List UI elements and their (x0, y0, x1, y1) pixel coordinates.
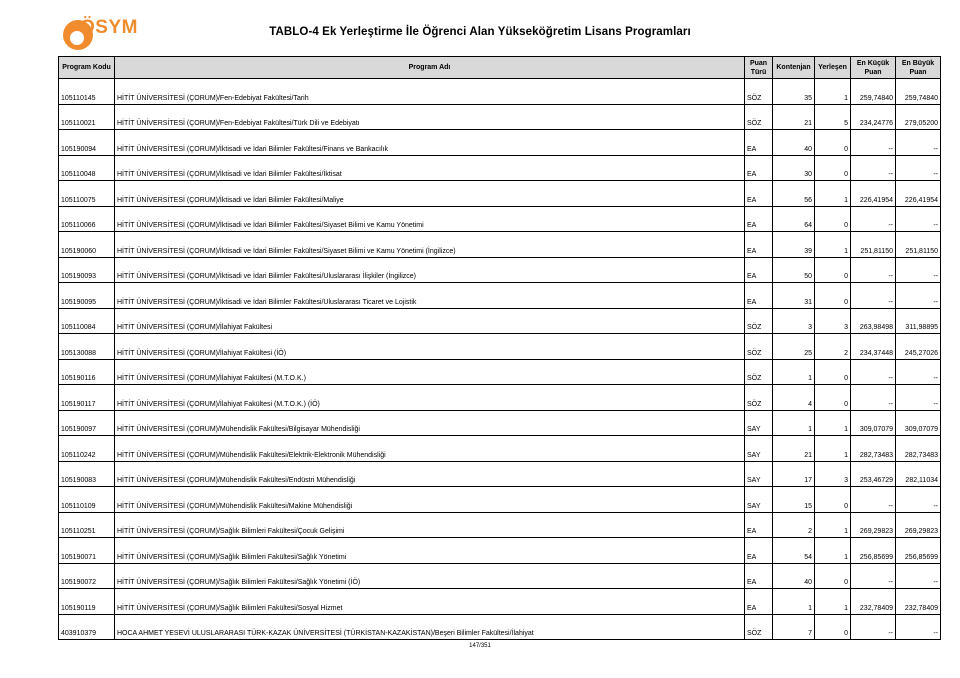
program-name-cell: HİTİT ÜNİVERSİTESİ (ÇORUM)/İktisadi ve İdari Bilimler Fakültesi/Finans ve Bankacılık (115, 130, 745, 156)
placed-cell: 1 (815, 589, 851, 615)
header-max-score: En Büyük Puan (896, 57, 941, 79)
program-code-cell: 105110242 (59, 436, 115, 462)
program-name-cell: HİTİT ÜNİVERSİTESİ (ÇORUM)/Sağlık Bilimleri Fakültesi/Çocuk Gelişimi (115, 512, 745, 538)
program-name-cell: HOCA AHMET YESEVİ ULUSLARARASI TÜRK-KAZAK ÜNİVERSİTESİ (TÜRKİSTAN-KAZAKİSTAN)/Beşeri Bilimler Fakültesi/İlahiyat (115, 614, 745, 640)
max-score-cell: -- (896, 487, 941, 513)
program-code-cell: 105190119 (59, 589, 115, 615)
min-score-cell: -- (851, 206, 896, 232)
max-score-cell: 269,29823 (896, 512, 941, 538)
max-score-cell: 259,74840 (896, 79, 941, 105)
placed-cell: 5 (815, 104, 851, 130)
program-name-cell: HİTİT ÜNİVERSİTESİ (ÇORUM)/Fen-Edebiyat Fakültesi/Tarih (115, 79, 745, 105)
quota-cell: 54 (773, 538, 815, 564)
placed-cell: 0 (815, 359, 851, 385)
score-type-cell: EA (745, 538, 773, 564)
quota-cell: 31 (773, 283, 815, 309)
quota-cell: 56 (773, 181, 815, 207)
page-title: TABLO-4 Ek Yerleştirme İle Öğrenci Alan Yükseköğretim Lisans Programları (269, 26, 691, 38)
quota-cell: 64 (773, 206, 815, 232)
max-score-cell: 282,11034 (896, 461, 941, 487)
program-name-cell: HİTİT ÜNİVERSİTESİ (ÇORUM)/Mühendislik Fakültesi/Bilgisayar Mühendisliği (115, 410, 745, 436)
quota-cell: 39 (773, 232, 815, 258)
score-type-cell: SAY (745, 410, 773, 436)
quota-cell: 1 (773, 589, 815, 615)
program-code-cell: 105190083 (59, 461, 115, 487)
table-row (59, 232, 941, 258)
table-header-row (59, 57, 941, 79)
program-name-cell: HİTİT ÜNİVERSİTESİ (ÇORUM)/İlahiyat Fakültesi (İÖ) (115, 334, 745, 360)
header-program-code: Program Kodu (59, 57, 115, 79)
score-type-cell: EA (745, 181, 773, 207)
program-code-cell: 105110251 (59, 512, 115, 538)
program-code-cell: 105190095 (59, 283, 115, 309)
table-row (59, 283, 941, 309)
score-type-cell: EA (745, 283, 773, 309)
placed-cell: 0 (815, 614, 851, 640)
quota-cell: 21 (773, 436, 815, 462)
max-score-cell: -- (896, 385, 941, 411)
table-row (59, 538, 941, 564)
min-score-cell: 234,37448 (851, 334, 896, 360)
program-name-cell: HİTİT ÜNİVERSİTESİ (ÇORUM)/Fen-Edebiyat Fakültesi/Türk Dili ve Edebiyatı (115, 104, 745, 130)
min-score-cell: 232,78409 (851, 589, 896, 615)
program-code-cell: 105110066 (59, 206, 115, 232)
max-score-cell: 232,78409 (896, 589, 941, 615)
min-score-cell: -- (851, 155, 896, 181)
placed-cell: 0 (815, 563, 851, 589)
program-name-cell: HİTİT ÜNİVERSİTESİ (ÇORUM)/İktisadi ve İdari Bilimler Fakültesi/İktisat (115, 155, 745, 181)
table-row (59, 79, 941, 105)
program-name-cell: HİTİT ÜNİVERSİTESİ (ÇORUM)/İlahiyat Fakültesi (115, 308, 745, 334)
placed-cell: 0 (815, 283, 851, 309)
max-score-cell: 226,41954 (896, 181, 941, 207)
quota-cell: 17 (773, 461, 815, 487)
max-score-cell: -- (896, 563, 941, 589)
table-row (59, 487, 941, 513)
score-type-cell: EA (745, 589, 773, 615)
table-row (59, 614, 941, 640)
program-code-cell: 105190117 (59, 385, 115, 411)
program-code-cell: 105190093 (59, 257, 115, 283)
min-score-cell: 269,29823 (851, 512, 896, 538)
score-type-cell: SAY (745, 461, 773, 487)
placed-cell: 0 (815, 155, 851, 181)
max-score-cell: -- (896, 359, 941, 385)
score-type-cell: SÖZ (745, 385, 773, 411)
program-name-cell: HİTİT ÜNİVERSİTESİ (ÇORUM)/Sağlık Bilimleri Fakültesi/Sağlık Yönetimi (İÖ) (115, 563, 745, 589)
placed-cell: 3 (815, 308, 851, 334)
max-score-cell: 256,85699 (896, 538, 941, 564)
program-name-cell: HİTİT ÜNİVERSİTESİ (ÇORUM)/İktisadi ve İdari Bilimler Fakültesi/Siyaset Bilimi ve Kamu Yönetimi (115, 206, 745, 232)
page-number: 147/351 (469, 643, 491, 649)
min-score-cell: 256,85699 (851, 538, 896, 564)
quota-cell: 25 (773, 334, 815, 360)
max-score-cell: -- (896, 155, 941, 181)
placed-cell: 1 (815, 538, 851, 564)
program-code-cell: 105190097 (59, 410, 115, 436)
placed-cell: 0 (815, 487, 851, 513)
max-score-cell: 279,05200 (896, 104, 941, 130)
max-score-cell: -- (896, 130, 941, 156)
placed-cell: 0 (815, 130, 851, 156)
max-score-cell: -- (896, 206, 941, 232)
program-code-cell: 105110021 (59, 104, 115, 130)
program-name-cell: HİTİT ÜNİVERSİTESİ (ÇORUM)/Mühendislik Fakültesi/Endüstri Mühendisliği (115, 461, 745, 487)
quota-cell: 40 (773, 563, 815, 589)
placed-cell: 0 (815, 206, 851, 232)
program-code-cell: 105110048 (59, 155, 115, 181)
score-type-cell: SAY (745, 487, 773, 513)
placed-cell: 0 (815, 257, 851, 283)
table-row (59, 461, 941, 487)
quota-cell: 15 (773, 487, 815, 513)
quota-cell: 1 (773, 410, 815, 436)
score-type-cell: EA (745, 130, 773, 156)
max-score-cell: 251,81150 (896, 232, 941, 258)
placed-cell: 2 (815, 334, 851, 360)
min-score-cell: 282,73483 (851, 436, 896, 462)
max-score-cell: 309,07079 (896, 410, 941, 436)
program-name-cell: HİTİT ÜNİVERSİTESİ (ÇORUM)/Mühendislik Fakültesi/Makine Mühendisliği (115, 487, 745, 513)
table-row (59, 104, 941, 130)
program-code-cell: 105110109 (59, 487, 115, 513)
table-row (59, 589, 941, 615)
header-min-score: En Küçük Puan (851, 57, 896, 79)
header-program-name: Program Adı (115, 57, 745, 79)
quota-cell: 1 (773, 359, 815, 385)
table-row (59, 334, 941, 360)
min-score-cell: -- (851, 283, 896, 309)
program-name-cell: HİTİT ÜNİVERSİTESİ (ÇORUM)/İktisadi ve İdari Bilimler Fakültesi/Uluslararası İlişkiler (İngilizce) (115, 257, 745, 283)
logo-text: ÖSYM (80, 17, 138, 38)
header-placed: Yerleşen (815, 57, 851, 79)
max-score-cell: -- (896, 614, 941, 640)
score-type-cell: SÖZ (745, 308, 773, 334)
min-score-cell: -- (851, 563, 896, 589)
table-row (59, 257, 941, 283)
min-score-cell: 251,81150 (851, 232, 896, 258)
program-name-cell: HİTİT ÜNİVERSİTESİ (ÇORUM)/İlahiyat Fakültesi (M.T.O.K.) (115, 359, 745, 385)
score-type-cell: EA (745, 563, 773, 589)
header-quota: Kontenjan (773, 57, 815, 79)
program-code-cell: 105190071 (59, 538, 115, 564)
program-name-cell: HİTİT ÜNİVERSİTESİ (ÇORUM)/İktisadi ve İdari Bilimler Fakültesi/Siyaset Bilimi ve Kamu Yönetimi (İngilizce) (115, 232, 745, 258)
program-name-cell: HİTİT ÜNİVERSİTESİ (ÇORUM)/İktisadi ve İdari Bilimler Fakültesi/Uluslararası Ticaret ve Lojistik (115, 283, 745, 309)
table-row (59, 436, 941, 462)
table-row (59, 563, 941, 589)
placed-cell: 1 (815, 79, 851, 105)
score-type-cell: SÖZ (745, 614, 773, 640)
placed-cell: 1 (815, 410, 851, 436)
program-code-cell: 105190072 (59, 563, 115, 589)
placed-cell: 0 (815, 385, 851, 411)
programs-table (58, 56, 941, 640)
placed-cell: 1 (815, 232, 851, 258)
min-score-cell: -- (851, 487, 896, 513)
header-score-type: Puan Türü (745, 57, 773, 79)
quota-cell: 40 (773, 130, 815, 156)
quota-cell: 35 (773, 79, 815, 105)
max-score-cell: 282,73483 (896, 436, 941, 462)
score-type-cell: EA (745, 512, 773, 538)
min-score-cell: 309,07079 (851, 410, 896, 436)
min-score-cell: 234,24776 (851, 104, 896, 130)
program-name-cell: HİTİT ÜNİVERSİTESİ (ÇORUM)/Sağlık Bilimleri Fakültesi/Sosyal Hizmet (115, 589, 745, 615)
placed-cell: 1 (815, 181, 851, 207)
min-score-cell: -- (851, 257, 896, 283)
quota-cell: 3 (773, 308, 815, 334)
program-code-cell: 105190116 (59, 359, 115, 385)
placed-cell: 1 (815, 512, 851, 538)
program-code-cell: 105110145 (59, 79, 115, 105)
program-code-cell: 403910379 (59, 614, 115, 640)
table-row (59, 181, 941, 207)
score-type-cell: SAY (745, 436, 773, 462)
program-code-cell: 105190094 (59, 130, 115, 156)
quota-cell: 21 (773, 104, 815, 130)
placed-cell: 3 (815, 461, 851, 487)
table-row (59, 359, 941, 385)
table-row (59, 130, 941, 156)
table-row (59, 206, 941, 232)
program-code-cell: 105110084 (59, 308, 115, 334)
program-name-cell: HİTİT ÜNİVERSİTESİ (ÇORUM)/İlahiyat Fakültesi (M.T.O.K.) (İÖ) (115, 385, 745, 411)
score-type-cell: EA (745, 232, 773, 258)
quota-cell: 7 (773, 614, 815, 640)
quota-cell: 50 (773, 257, 815, 283)
min-score-cell: -- (851, 614, 896, 640)
min-score-cell: -- (851, 130, 896, 156)
program-name-cell: HİTİT ÜNİVERSİTESİ (ÇORUM)/Mühendislik Fakültesi/Elektrik-Elektronik Mühendisliği (115, 436, 745, 462)
min-score-cell: 253,46729 (851, 461, 896, 487)
max-score-cell: 311,98895 (896, 308, 941, 334)
program-name-cell: HİTİT ÜNİVERSİTESİ (ÇORUM)/İktisadi ve İdari Bilimler Fakültesi/Maliye (115, 181, 745, 207)
min-score-cell: 226,41954 (851, 181, 896, 207)
min-score-cell: 263,98498 (851, 308, 896, 334)
max-score-cell: -- (896, 283, 941, 309)
min-score-cell: 259,74840 (851, 79, 896, 105)
table-row (59, 410, 941, 436)
quota-cell: 4 (773, 385, 815, 411)
table-row (59, 308, 941, 334)
score-type-cell: EA (745, 257, 773, 283)
table-row (59, 155, 941, 181)
table-row (59, 512, 941, 538)
quota-cell: 2 (773, 512, 815, 538)
max-score-cell: -- (896, 257, 941, 283)
quota-cell: 30 (773, 155, 815, 181)
max-score-cell: 245,27026 (896, 334, 941, 360)
program-code-cell: 105190060 (59, 232, 115, 258)
score-type-cell: SÖZ (745, 104, 773, 130)
program-code-cell: 105130088 (59, 334, 115, 360)
score-type-cell: SÖZ (745, 334, 773, 360)
score-type-cell: EA (745, 155, 773, 181)
min-score-cell: -- (851, 385, 896, 411)
score-type-cell: SÖZ (745, 359, 773, 385)
table-row (59, 385, 941, 411)
score-type-cell: SÖZ (745, 79, 773, 105)
placed-cell: 1 (815, 436, 851, 462)
program-code-cell: 105110075 (59, 181, 115, 207)
score-type-cell: EA (745, 206, 773, 232)
min-score-cell: -- (851, 359, 896, 385)
program-name-cell: HİTİT ÜNİVERSİTESİ (ÇORUM)/Sağlık Bilimleri Fakültesi/Sağlık Yönetimi (115, 538, 745, 564)
